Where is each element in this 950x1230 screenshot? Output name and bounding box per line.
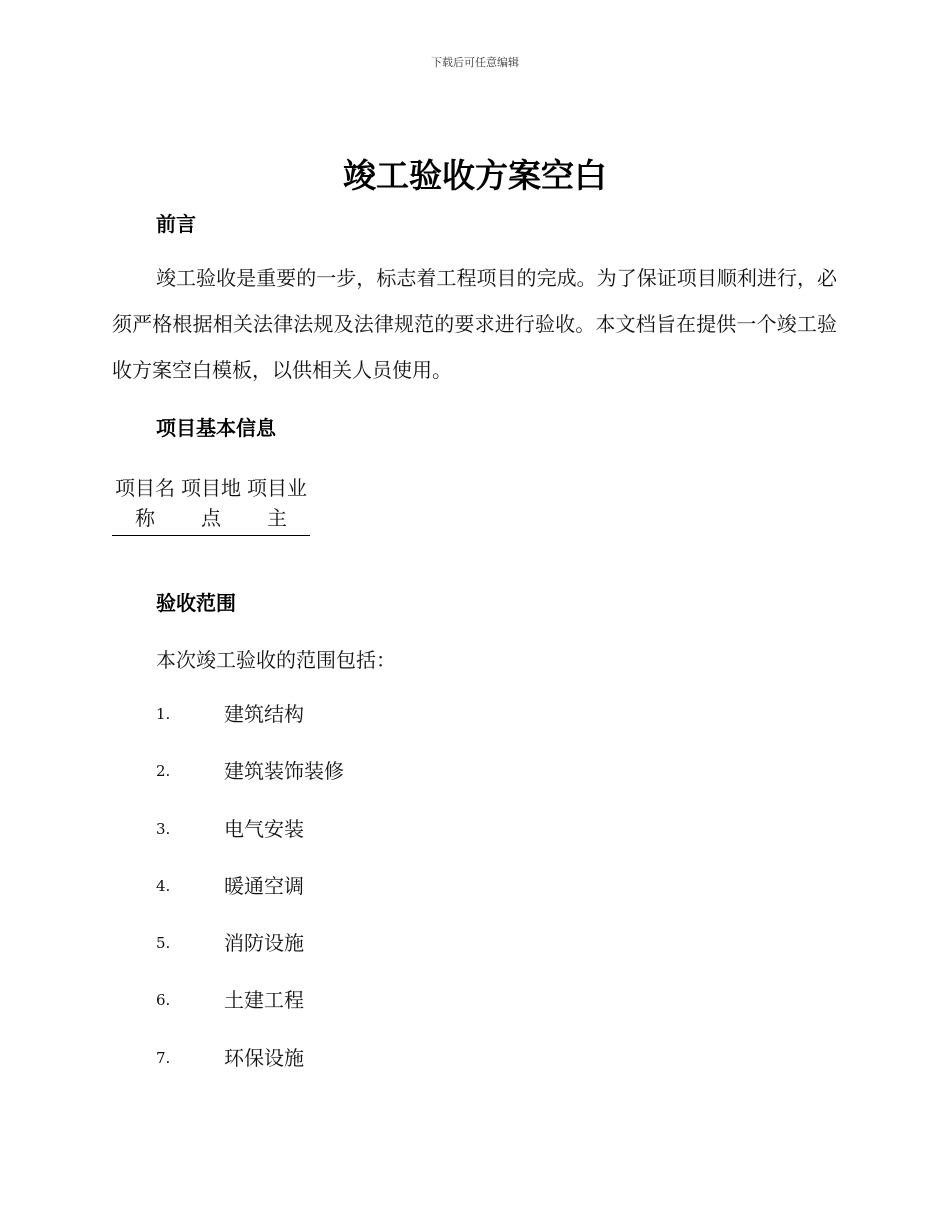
list-item [156,757,344,814]
list-item-text: 电气安装 [224,816,304,841]
scope-list [156,700,344,1101]
list-item [156,872,344,929]
project-info-heading: 项目基本信息 [156,416,276,440]
list-item-number: 1. [156,705,171,723]
list-item-text: 环保设施 [224,1045,304,1070]
list-item [156,929,344,986]
list-item-number: 3. [156,819,171,838]
column-project-owner: 项目业主 [247,476,307,530]
document-title: 竣工验收方案空白 [343,156,607,195]
list-item [156,1044,344,1101]
column-project-location: 项目地点 [181,476,241,530]
list-item-number: 6. [156,991,171,1010]
list-item [156,700,344,757]
project-info-table [112,473,310,536]
list-item-text: 土建工程 [224,988,304,1013]
list-item-number: 2. [156,762,171,781]
list-item-text: 建筑装饰装修 [224,759,344,784]
preface-paragraph: 竣工验收是重要的一步，标志着工程项目的完成。为了保证项目顺利进行，必须严格根据相关法律法规及法律规范的要求进行验收。本文档旨在提供一个竣工验收方案空白模板，以供相关人员使用。 [112,266,837,382]
scope-intro: 本次竣工验收的范围包括： [156,648,396,672]
list-item [156,986,344,1043]
table-header-row [112,473,310,536]
column-project-name: 项目名称 [115,476,175,530]
list-item-text: 暖通空调 [224,873,304,898]
header-note: 下载后可任意编辑 [431,56,519,69]
list-item-number: 4. [156,876,171,895]
scope-heading: 验收范围 [156,591,236,615]
list-item [156,815,344,872]
preface-heading: 前言 [156,212,196,236]
list-item-text: 消防设施 [224,931,304,956]
list-item-number: 7. [156,1048,171,1067]
list-item-text: 建筑结构 [224,702,304,726]
list-item-number: 5. [156,934,171,953]
